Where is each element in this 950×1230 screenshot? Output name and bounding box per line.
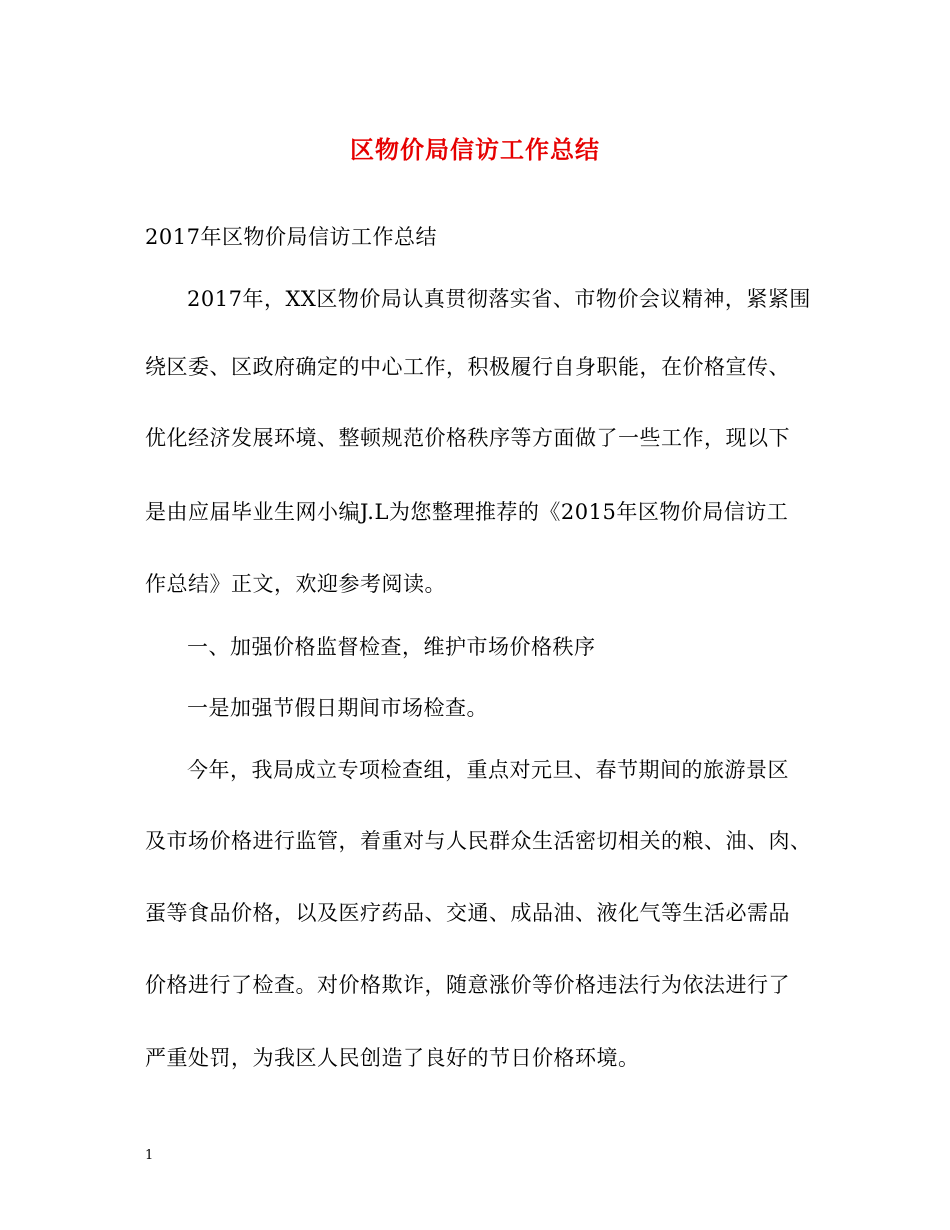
paragraph-line: 优化经济发展环境、整顿规范价格秩序等方面做了一些工作，现以下 [145, 426, 790, 450]
paragraph-line: 作总结》正文，欢迎参考阅读。 [145, 572, 446, 596]
paragraph-line: 及市场价格进行监管，着重对与人民群众生活密切相关的粮、油、肉、 [145, 829, 812, 853]
page-number: 1 [145, 1148, 154, 1163]
paragraph-line: 绕区委、区政府确定的中心工作，积极履行自身职能，在价格宣传、 [145, 355, 790, 379]
paragraph-line: 2017年，XX区物价局认真贯彻落实省、市物价会议精神，紧紧围 [187, 287, 811, 311]
document-title: 区物价局信访工作总结 [350, 135, 600, 164]
paragraph-line: 是由应届毕业生网小编J.L为您整理推荐的《2015年区物价局信访工 [145, 500, 789, 524]
paragraph-line: 严重处罚，为我区人民创造了良好的节日价格环境。 [145, 1046, 640, 1070]
paragraph-line: 价格进行了检查。对价格欺诈，随意涨价等价格违法行为依法进行了 [145, 973, 790, 997]
paragraph-line: 蛋等食品价格，以及医疗药品、交通、成品油、液化气等生活必需品 [145, 901, 790, 925]
document-subtitle: 2017年区物价局信访工作总结 [145, 225, 437, 249]
subsection-heading: 一是加强节假日期间市场检查。 [187, 696, 488, 720]
paragraph-line: 今年，我局成立专项检查组，重点对元旦、春节期间的旅游景区 [187, 758, 789, 782]
section-heading: 一、加强价格监督检查，维护市场价格秩序 [187, 635, 596, 659]
